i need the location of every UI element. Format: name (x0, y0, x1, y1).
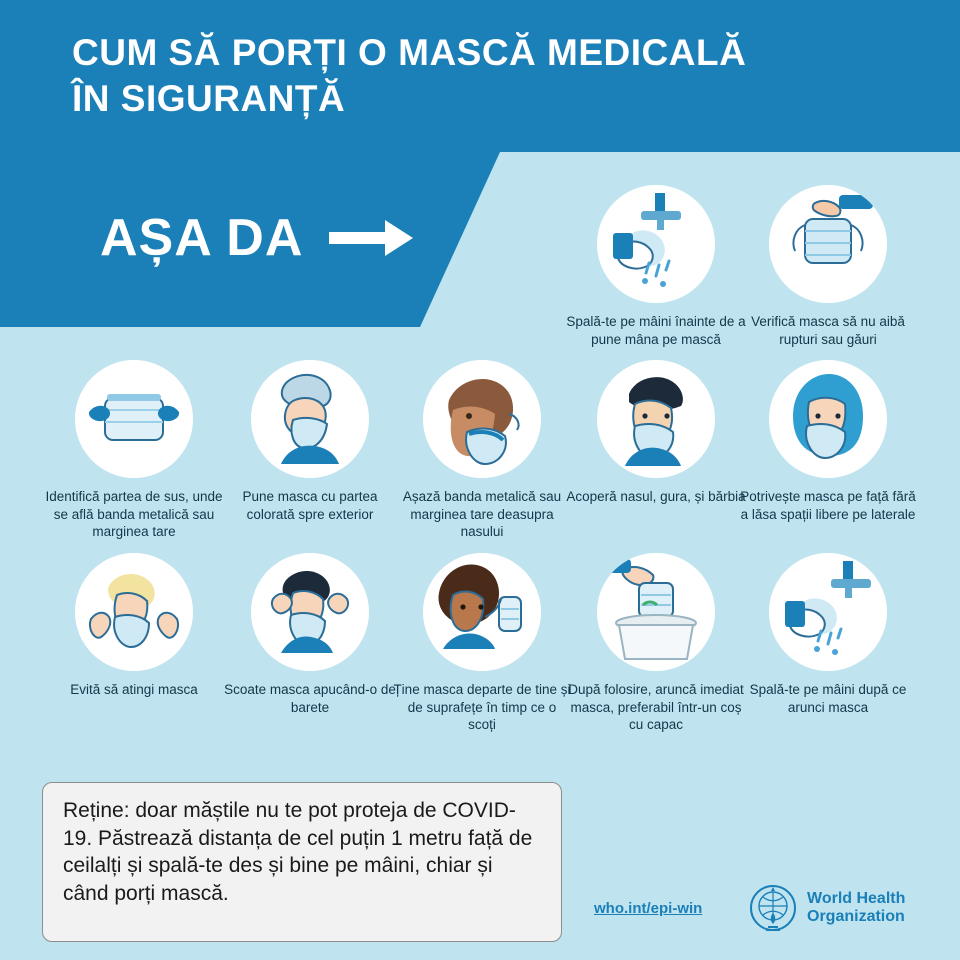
page-title (72, 30, 912, 123)
step-caption: Ține masca departe de tine și de suprafețe în timp ce o scoți (393, 682, 571, 733)
step-caption: Spală-te pe mâini după ce arunci masca (749, 682, 907, 715)
step-caption: Verifică masca să nu aibă rupturi sau găuri (751, 314, 905, 347)
hand-holding-mask-inspect-icon (769, 185, 887, 303)
step-keep-mask-away (392, 553, 572, 734)
step-caption: Identifică partea de sus, unde se află banda metalică sau marginea tare (45, 489, 223, 540)
step-caption: Potrivește masca pe față fără a lăsa spații libere pe laterale (740, 489, 916, 522)
person-removing-mask-straps-icon (251, 553, 369, 671)
step-wash-hands-before (566, 185, 746, 348)
step-avoid-touching-mask (44, 553, 224, 699)
person-pressing-nose-strip-icon (423, 360, 541, 478)
step-caption: După folosire, aruncă imediat masca, preferabil într-un coș cu capac (568, 682, 744, 733)
hands-washing-under-tap-icon (597, 185, 715, 303)
step-wash-hands-after (738, 553, 918, 716)
steps-grid (0, 160, 960, 780)
who-epi-win-link[interactable]: who.int/epi-win (594, 900, 703, 917)
page-title-line2: ÎN SIGURANȚĂ (72, 78, 346, 120)
person-mask-covering-face-icon (597, 360, 715, 478)
step-discard-in-bin (566, 553, 746, 734)
step-identify-top-side (44, 360, 224, 541)
step-place-metal-strip (392, 360, 572, 541)
step-caption: Evită să atingi masca (70, 682, 198, 697)
step-remove-by-straps (220, 553, 400, 716)
who-emblem-icon (748, 883, 798, 933)
who-logo (748, 880, 938, 936)
step-coloured-side-out (220, 360, 400, 523)
hands-holding-mask-top-icon (75, 360, 193, 478)
note-box: Reține: doar măștile nu te pot proteja de COVID-19. Păstrează distanța de cel puțin 1 metru față de ceilalți și spală-te des și bine pe mâini, chiar și când porți mască. (42, 782, 562, 942)
bottom-strip (0, 948, 960, 960)
person-putting-on-mask-icon (251, 360, 369, 478)
who-wordmark (807, 890, 905, 927)
person-headscarf-mask-icon (769, 360, 887, 478)
page-title-line1: CUM SĂ PORȚI O MASCĂ MEDICALĂ (72, 32, 747, 73)
who-wordmark-line2: Organization (807, 908, 905, 925)
step-fit-mask-no-gaps (738, 360, 918, 523)
do-banner-label: AȘA DA (100, 209, 304, 267)
step-caption: Spală-te pe mâini înainte de a pune mâna pe mască (566, 314, 746, 347)
step-cover-nose-mouth-chin (566, 360, 746, 506)
step-caption: Acoperă nasul, gura, și bărbia (566, 489, 746, 504)
who-wordmark-line1: World Health (807, 889, 906, 907)
step-check-mask-damage (738, 185, 918, 348)
step-caption: Scoate masca apucând-o de barete (224, 682, 396, 715)
mask-into-bin-icon (597, 553, 715, 671)
person-holding-mask-away-icon (423, 553, 541, 671)
step-caption: Pune masca cu partea colorată spre exterior (242, 489, 378, 522)
person-hands-up-avoid-icon (75, 553, 193, 671)
step-caption: Așază banda metalică sau marginea tare deasupra nasului (402, 489, 562, 540)
hands-washing-under-tap-icon (769, 553, 887, 671)
